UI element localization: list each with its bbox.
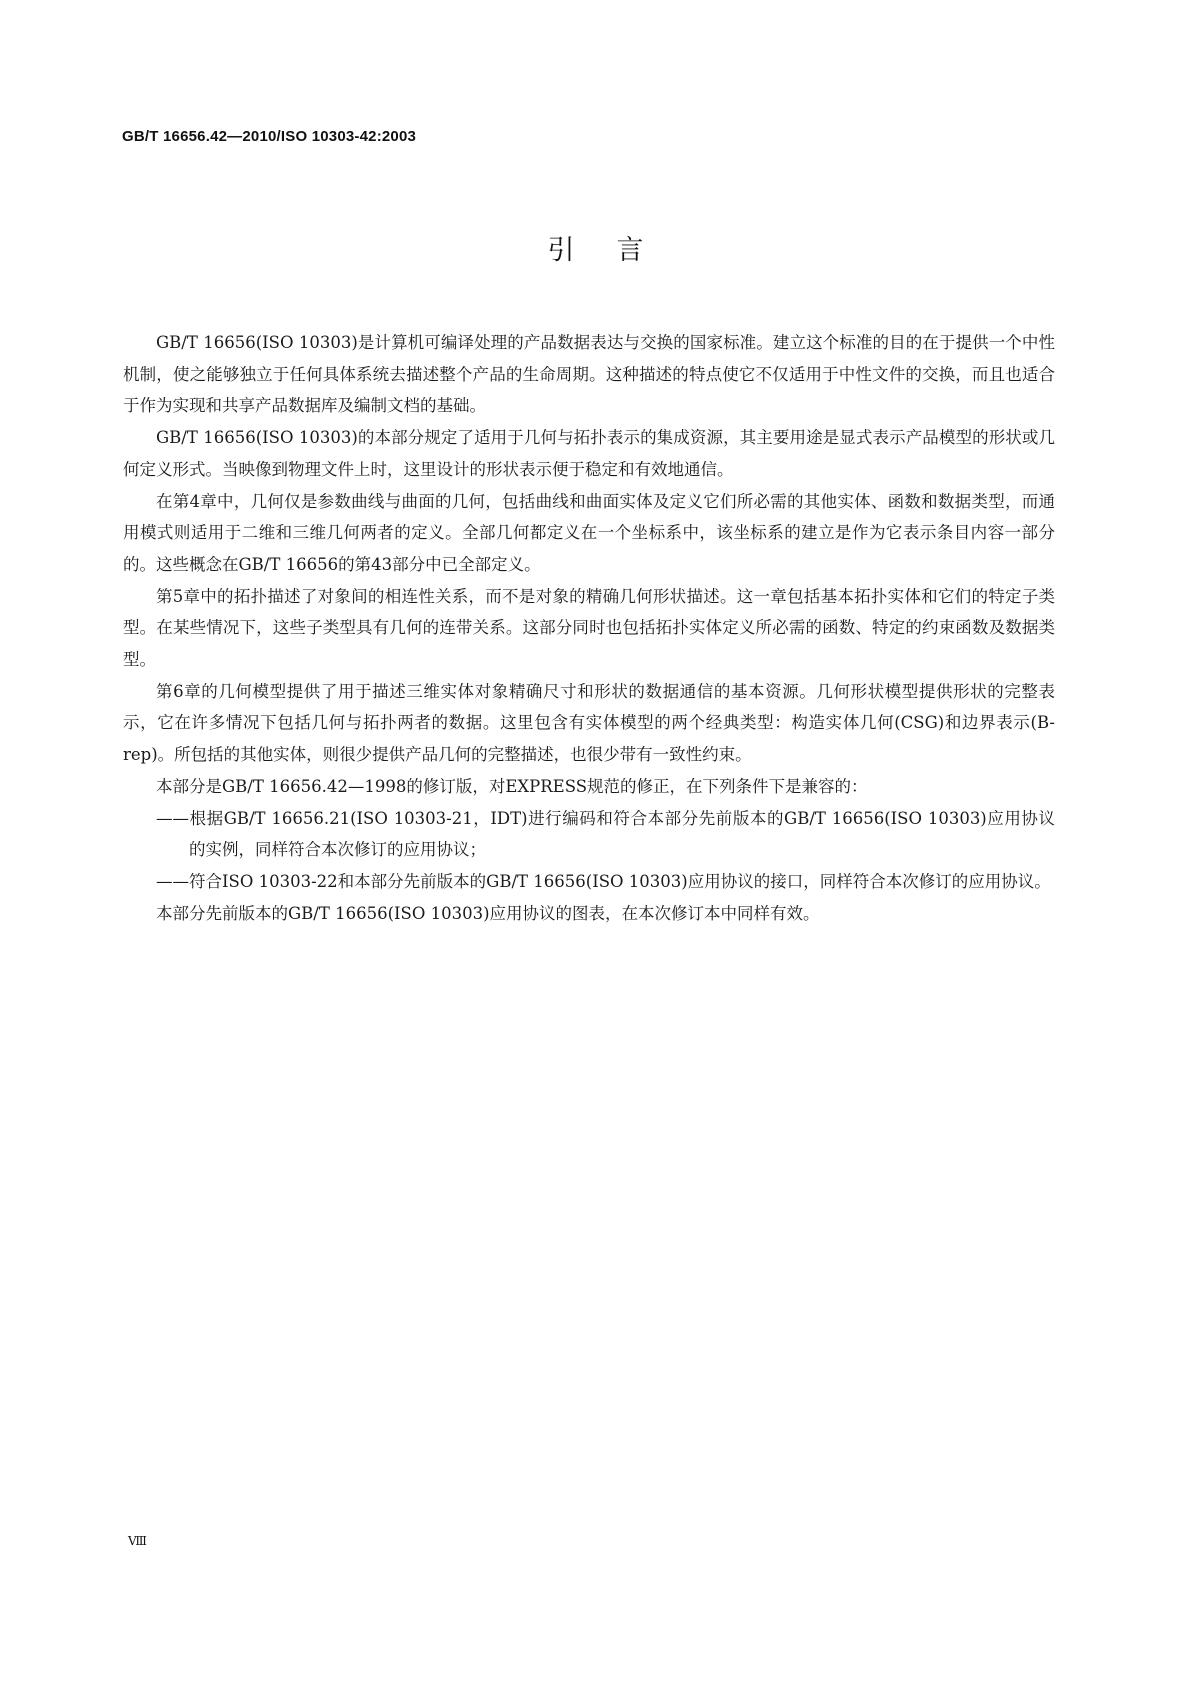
document-body	[123, 327, 1055, 929]
paragraph-closing: 本部分先前版本的GB/T 16656(ISO 10303)应用协议的图表，在本次修订本中同样有效。	[156, 903, 820, 923]
page-title: 引言	[547, 235, 686, 266]
document-header: GB/T 16656.42—2010/ISO 10303-42:2003	[122, 128, 417, 145]
paragraph-revision: 本部分是GB/T 16656.42—1998的修订版，对EXPRESS规范的修正，在下列条件下是兼容的：	[156, 776, 868, 796]
paragraph-chapter-4: 在第4章中，几何仅是参数曲线与曲面的几何，包括曲线和曲面实体及定义它们所必需的其他实体、函数和数据类型，而通用模式则适用于二维和三维几何两者的定义。全部几何都定义在一个坐标系中，该坐标系的建立是作为它表示条目内容一部分的。这些概念在GB/T 16656的第43部分中已全部定义。	[123, 491, 1055, 574]
paragraph-scope: GB/T 16656(ISO 10303)的本部分规定了适用于几何与拓扑表示的集成资源，其主要用途是显式表示产品模型的形状或几何定义形式。当映像到物理文件上时，这里设计的形状表示便于稳定和有效地通信。	[123, 428, 1055, 479]
page-number: Ⅷ	[128, 1534, 147, 1548]
paragraph-intro: GB/T 16656(ISO 10303)是计算机可编译处理的产品数据表达与交换的国家标准。建立这个标准的目的在于提供一个中性机制，使之能够独立于任何具体系统去描述整个产品的生命周期。这种描述的特点使它不仅适用于中性文件的交换，而且也适合于作为实现和共享产品数据库及编制文档的基础。	[123, 333, 1055, 416]
list-item: ——符合ISO 10303-22和本部分先前版本的GB/T 16656(ISO 10303)应用协议的接口，同样符合本次修订的应用协议。	[156, 871, 1051, 891]
paragraph-chapter-6: 第6章的几何模型提供了用于描述三维实体对象精确尺寸和形状的数据通信的基本资源。几何形状模型提供形状的完整表示，它在许多情况下包括几何与拓扑两者的数据。这里包含有实体模型的两个经典类型：构造实体几何(CSG)和边界表示(B-rep)。所包括的其他实体，则很少提供产品几何的完整描述，也很少带有一致性约束。	[123, 681, 1055, 765]
list-item: ——根据GB/T 16656.21(ISO 10303-21，IDT)进行编码和符合本部分先前版本的GB/T 16656(ISO 10303)应用协议的实例，同样符合本次修订的应用协议；	[156, 808, 1055, 860]
paragraph-chapter-5: 第5章中的拓扑描述了对象间的相连性关系，而不是对象的精确几何形状描述。这一章包括基本拓扑实体和它们的特定子类型。在某些情况下，这些子类型具有几何的连带关系。这部分同时也包括拓扑实体定义所必需的函数、特定的约束函数及数据类型。	[123, 586, 1055, 670]
